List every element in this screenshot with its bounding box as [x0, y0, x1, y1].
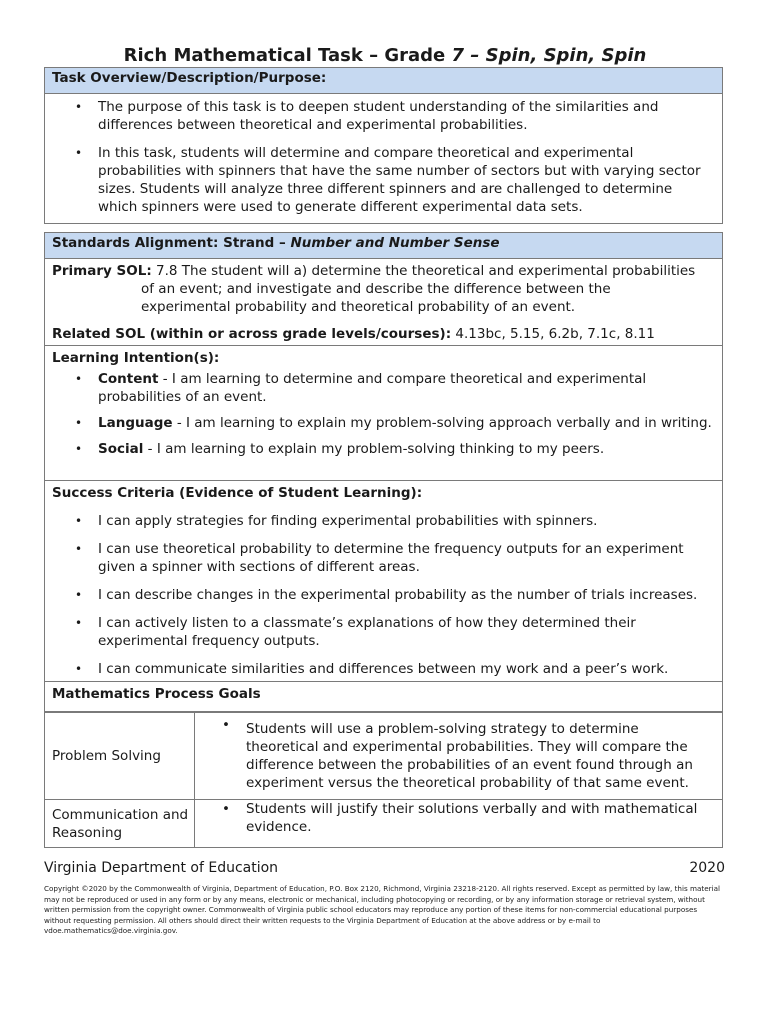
list-item-text: In this task, students will determine and compare theoretical and experimental probabilities with spinners that have the same number of sectors but with varying sector sizes. Students will analyze three different spinners and are challenged to determine which spinners were used to generate different experimental data sets.	[98, 145, 701, 215]
learning-list	[45, 370, 722, 458]
list-item	[45, 512, 722, 530]
related-sol-value: 4.13bc, 5.15, 6.2b, 7.1c, 8.11	[451, 326, 655, 342]
table-row	[45, 713, 723, 800]
list-item-text: I can actively listen to a classmate’s explanations of how they determined their experimental frequency outputs.	[98, 615, 636, 649]
success-criteria	[45, 480, 722, 681]
success-list	[45, 512, 722, 678]
list-item-text: The purpose of this task is to deepen student understanding of the similarities and differences between theoretical and experimental probabilities.	[98, 99, 659, 133]
title-text: Rich Mathematical Task – Grade	[123, 45, 452, 66]
primary-sol-text: 7.8 The student will a) determine the theoretical and experimental probabilities	[151, 263, 696, 279]
learning-header: Learning Intention(s):	[52, 350, 220, 366]
list-item	[45, 540, 722, 576]
list-item-text: I can communicate similarities and differences between my work and a peer’s work.	[98, 661, 669, 677]
page-title	[0, 45, 770, 66]
bullet-icon: •	[75, 372, 83, 386]
standards-header-prefix: Standards Alignment: Strand –	[52, 235, 291, 251]
task-overview-header: Task Overview/Description/Purpose:	[45, 68, 722, 94]
bullet-icon: •	[75, 100, 83, 114]
learning-item-label: Language	[98, 415, 173, 431]
related-sol-label: Related SOL (within or across grade levels/courses):	[52, 326, 452, 342]
bullet-icon: •	[75, 662, 83, 676]
learning-item-text: - I am learning to explain my problem-solving thinking to my peers.	[143, 441, 605, 457]
bullet-icon: •	[75, 588, 83, 602]
list-item	[45, 98, 722, 134]
standards-header	[45, 233, 722, 259]
title-dash: –	[464, 45, 486, 66]
copyright-notice: Copyright ©2020 by the Commonwealth of Virginia, Department of Education, P.O. Box 2120, Richmond, Virginia 23218-2120. All rights reserved. Except as permitted by law, this material may not be reproduced or used in any form or by any means, electronic or mechanical, including photocopying or recording, or by any information storage or retrieval system, without written permission from the copyright owner. Commonwealth of Virginia public school educators may reproduce any portion of these items for non-commercial educational purposes without requesting permission. All others should direct their written requests to the Virginia Department of Education at the above address or by e-mail to vdoe.mathematics@doe.virginia.gov.	[44, 884, 720, 935]
footer-year: 2020	[689, 860, 725, 876]
list-item	[45, 370, 722, 406]
primary-sol-label: Primary SOL:	[52, 263, 152, 279]
process-goals-header: Mathematics Process Goals	[45, 681, 722, 707]
standards-box	[44, 232, 723, 712]
bullet-icon: •	[75, 416, 83, 430]
list-item	[45, 414, 722, 432]
list-item	[45, 586, 722, 604]
list-item	[45, 660, 722, 678]
primary-sol-text: experimental probability and theoretical probability of an event.	[141, 299, 576, 315]
list-item	[45, 440, 722, 458]
process-goal-text: Students will justify their solutions verbally and with mathematical evidence.	[246, 801, 698, 835]
title-task-name: Spin, Spin, Spin	[485, 45, 647, 66]
process-goal-name: Problem Solving	[45, 713, 195, 800]
bullet-icon: •	[75, 514, 83, 528]
learning-item-text: - I am learning to explain my problem-solving approach verbally and in writing.	[172, 415, 712, 431]
bullet-icon: •	[222, 801, 230, 817]
primary-sol-text: of an event; and investigate and describe the difference between the	[141, 281, 611, 297]
list-item-text: I can use theoretical probability to determine the frequency outputs for an experiment given a spinner with sections of different areas.	[98, 541, 684, 575]
table-row	[45, 800, 723, 848]
process-goal-name: Communication and Reasoning	[45, 800, 195, 848]
footer-org: Virginia Department of Education	[44, 860, 279, 876]
learning-item-label: Social	[98, 441, 144, 457]
list-item	[45, 614, 722, 650]
success-header: Success Criteria (Evidence of Student Learning):	[52, 485, 423, 501]
list-item-text: I can apply strategies for finding experimental probabilities with spinners.	[98, 513, 598, 529]
bullet-icon: •	[222, 717, 230, 733]
list-item	[45, 144, 722, 216]
list-item-text: I can describe changes in the experimental probability as the number of trials increases.	[98, 587, 698, 603]
primary-sol	[45, 259, 722, 345]
task-overview-box	[44, 67, 723, 224]
learning-intentions	[45, 345, 722, 480]
process-goals-table	[44, 712, 723, 848]
learning-item-text: - I am learning to determine and compare theoretical and experimental probabilities of an event.	[98, 371, 647, 405]
process-goal-cell	[195, 713, 723, 800]
title-grade: 7	[451, 45, 465, 66]
learning-item-label: Content	[98, 371, 159, 387]
bullet-icon: •	[75, 442, 83, 456]
task-overview-list	[45, 98, 722, 216]
bullet-icon: •	[75, 542, 83, 556]
process-goal-text: Students will use a problem-solving strategy to determine theoretical and experimental probabilities. They will compare the difference between the probabilities of an event found through an experiment versus the theoretical probability of that same event.	[246, 721, 693, 791]
bullet-icon: •	[75, 146, 83, 160]
standards-strand: Number and Number Sense	[290, 235, 500, 251]
bullet-icon: •	[75, 616, 83, 630]
process-goal-cell	[195, 800, 723, 848]
